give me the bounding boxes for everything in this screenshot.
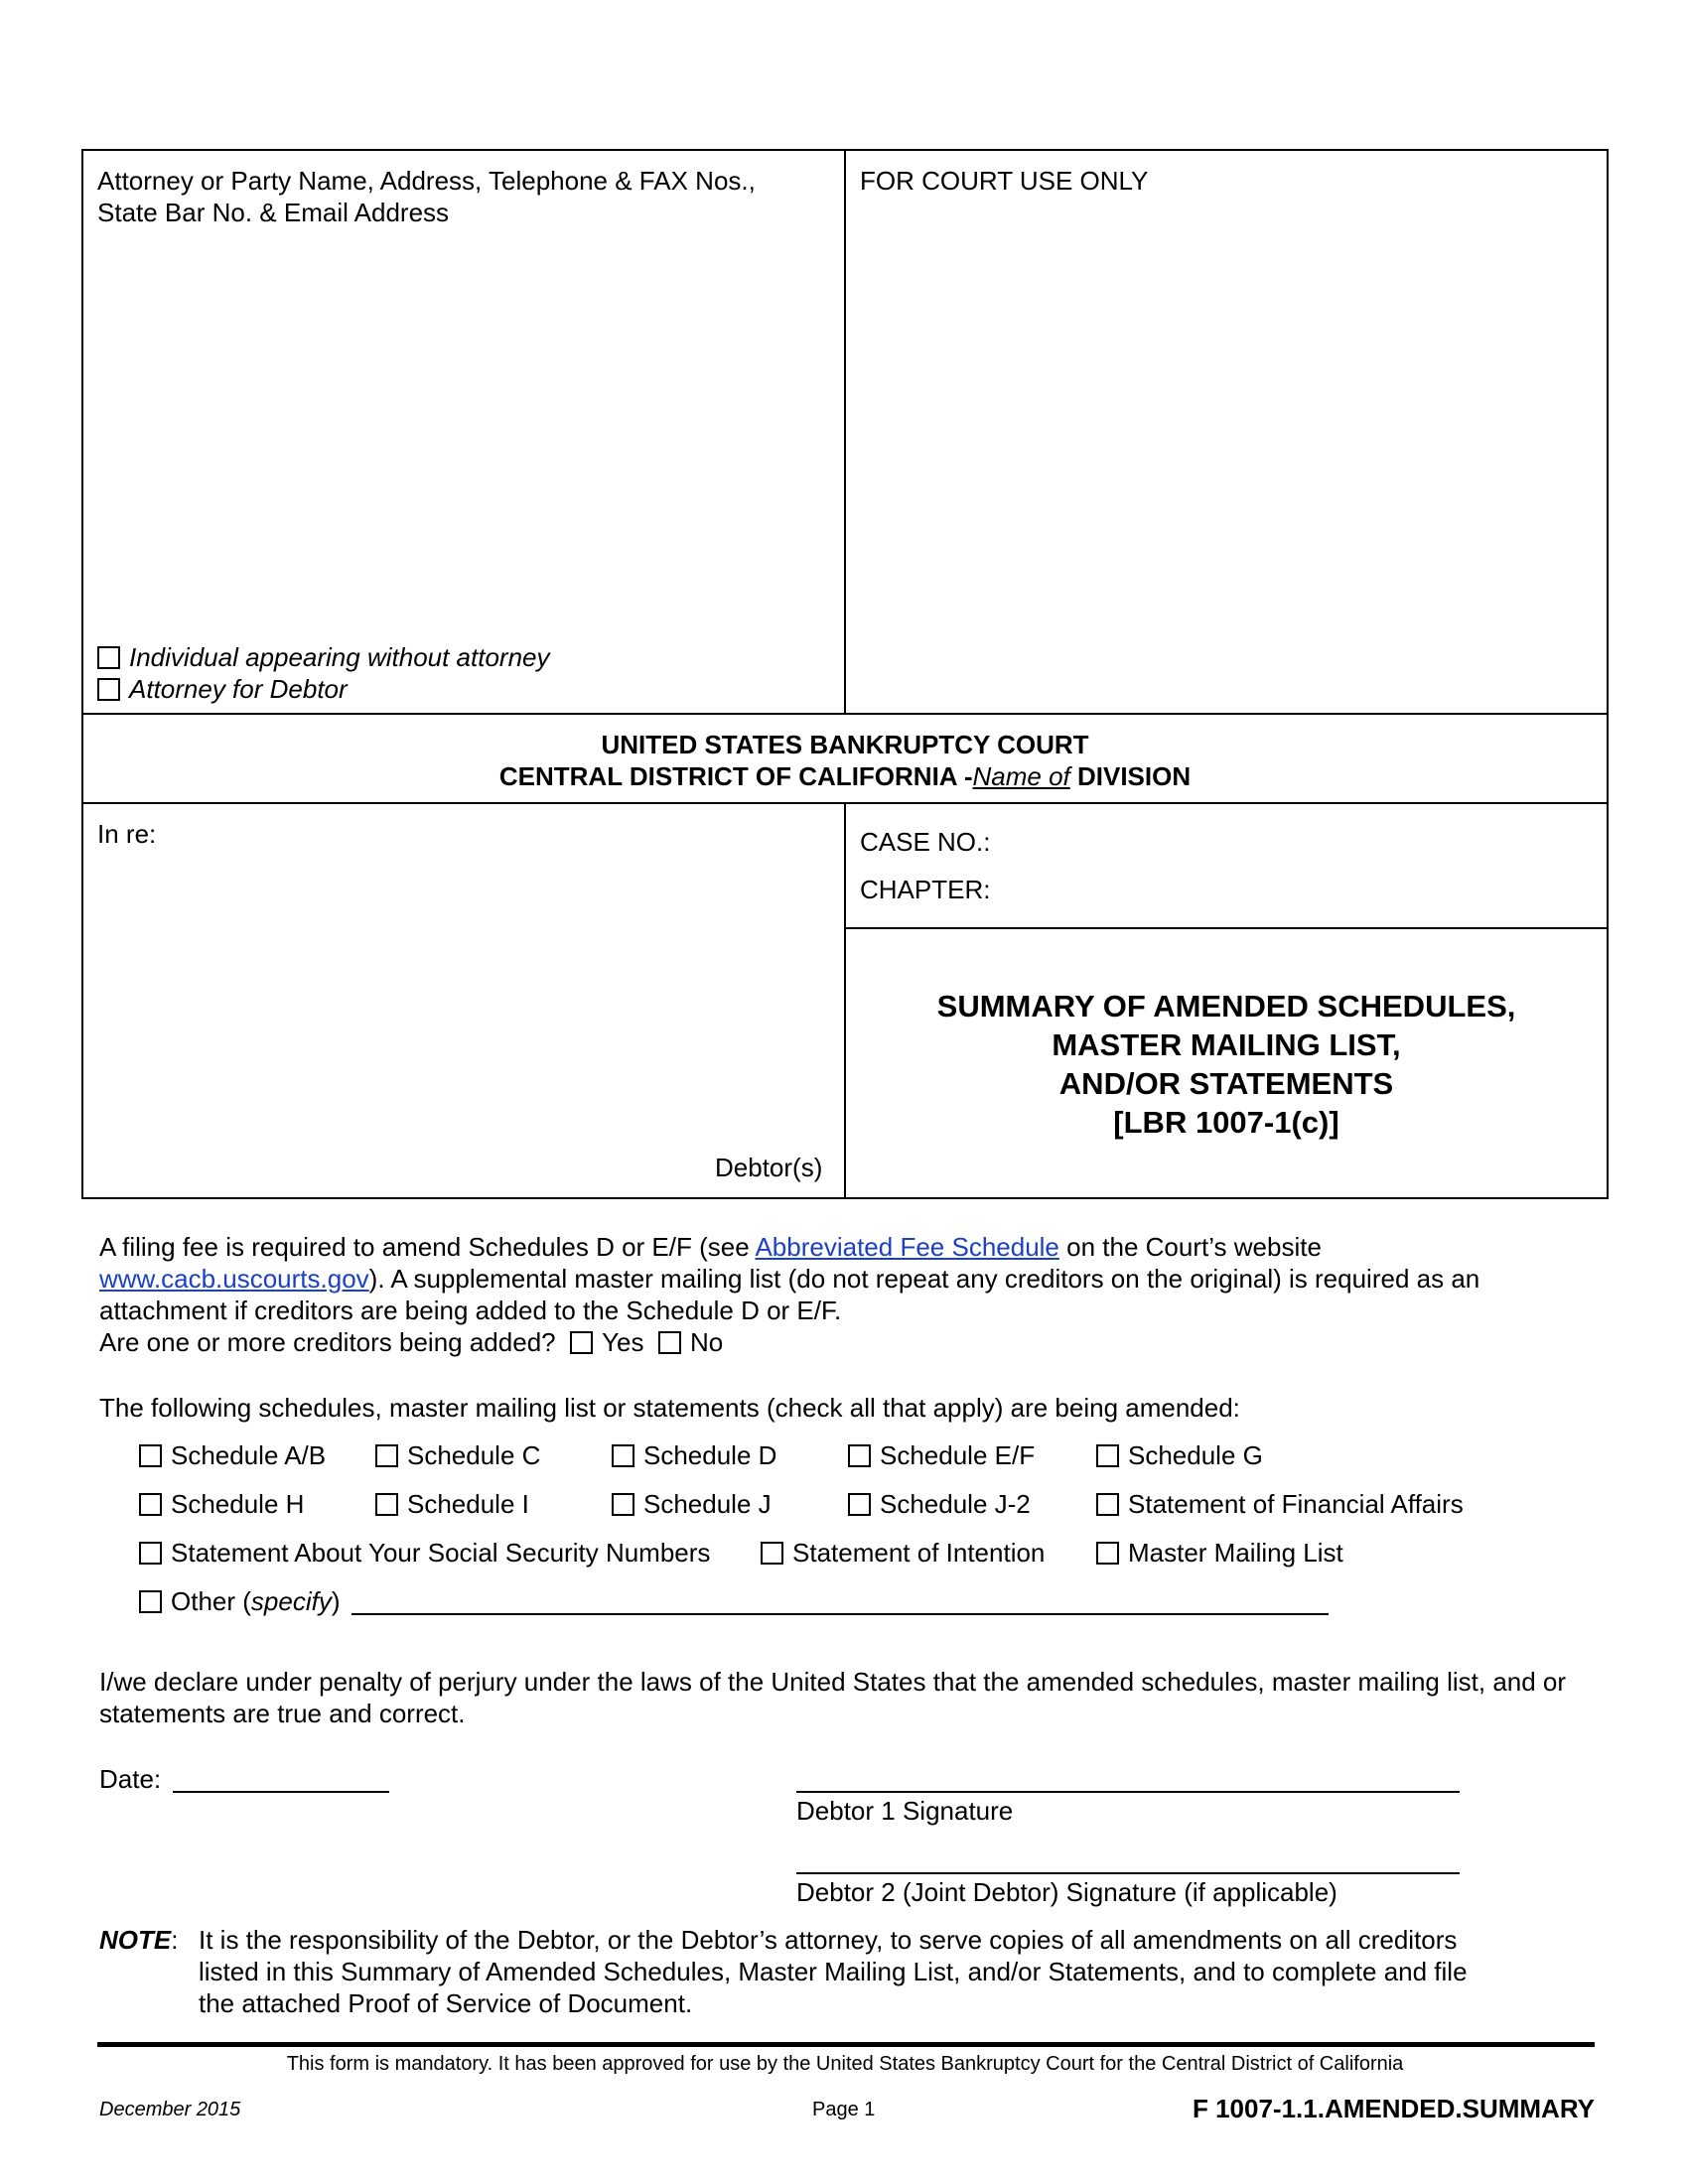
creditors-yes-checkbox[interactable] bbox=[570, 1331, 593, 1354]
footer-form-id: F 1007-1.1.AMENDED.SUMMARY bbox=[1192, 2094, 1595, 2123]
schedule-h-item[interactable]: Schedule H bbox=[139, 1488, 304, 1520]
declaration: I/we declare under penalty of perjury under the laws of the United States that the amended schedules, master mailing list, and or statements are true and correct. bbox=[99, 1667, 1567, 1728]
date-line[interactable] bbox=[173, 1791, 389, 1793]
schedule-j2-checkbox[interactable] bbox=[848, 1493, 871, 1516]
footer-page: Page 1 bbox=[812, 2099, 876, 2120]
individual-checkbox[interactable] bbox=[97, 646, 120, 669]
other-specify-line[interactable] bbox=[352, 1613, 1329, 1615]
debtor2-signature-label: Debtor 2 (Joint Debtor) Signature (if applicable) bbox=[796, 1877, 1337, 1907]
ssn-statement-item[interactable]: Statement About Your Social Security Numbers bbox=[139, 1537, 710, 1569]
schedule-j-checkbox[interactable] bbox=[612, 1493, 634, 1516]
schedule-g-item[interactable]: Schedule G bbox=[1096, 1439, 1263, 1471]
schedule-d-checkbox[interactable] bbox=[612, 1444, 634, 1467]
in-re-box bbox=[81, 802, 846, 1199]
note-label: NOTE: bbox=[99, 1925, 179, 1955]
attorney-checkbox-row[interactable] bbox=[97, 673, 348, 705]
master-mailing-item[interactable]: Master Mailing List bbox=[1096, 1537, 1343, 1569]
schedule-j-item[interactable]: Schedule J bbox=[612, 1488, 772, 1520]
schedule-c-checkbox[interactable] bbox=[375, 1444, 398, 1467]
attorney-checkbox-label: Attorney for Debtor bbox=[129, 674, 348, 704]
schedule-i-checkbox[interactable] bbox=[375, 1493, 398, 1516]
court-use-label: FOR COURT USE ONLY bbox=[860, 166, 1149, 196]
court-line2: CENTRAL DISTRICT OF CALIFORNIA -Name of DIVISION bbox=[498, 761, 1192, 791]
court-use-box bbox=[844, 149, 1609, 715]
debtor2-signature-line[interactable] bbox=[796, 1872, 1460, 1874]
intention-statement-checkbox[interactable] bbox=[761, 1542, 783, 1565]
form-title: SUMMARY OF AMENDED SCHEDULES, MASTER MAILING LIST, AND/OR STATEMENTS [LBR 1007-1(c)] bbox=[936, 989, 1516, 1140]
footer-mandatory: This form is mandatory. It has been approved for use by the United States Bankruptcy Court for the Central District of California bbox=[286, 2053, 1404, 2075]
attorney-label: Attorney or Party Name, Address, Telephone & FAX Nos., State Bar No. & Email Address bbox=[97, 166, 756, 227]
court-name bbox=[81, 729, 1609, 792]
schedule-j2-item[interactable]: Schedule J-2 bbox=[848, 1488, 1031, 1520]
date-label: Date: bbox=[99, 1764, 162, 1794]
schedule-ab-item[interactable]: Schedule A/B bbox=[139, 1439, 326, 1471]
master-mailing-checkbox[interactable] bbox=[1096, 1542, 1119, 1565]
schedule-ab-checkbox[interactable] bbox=[139, 1444, 162, 1467]
sofa-checkbox[interactable] bbox=[1096, 1493, 1119, 1516]
case-number-box bbox=[844, 802, 1609, 929]
schedule-ef-item[interactable]: Schedule E/F bbox=[848, 1439, 1035, 1471]
chapter-label: CHAPTER: bbox=[860, 875, 991, 904]
intention-statement-item[interactable]: Statement of Intention bbox=[761, 1537, 1045, 1569]
individual-checkbox-row[interactable] bbox=[97, 641, 550, 673]
schedule-ef-checkbox[interactable] bbox=[848, 1444, 871, 1467]
fee-schedule-link[interactable]: Abbreviated Fee Schedule bbox=[755, 1232, 1059, 1262]
amended-intro: The following schedules, master mailing list or statements (check all that apply) are being amended: bbox=[99, 1393, 1240, 1423]
case-no-label: CASE NO.: bbox=[860, 827, 991, 857]
court-line1: UNITED STATES BANKRUPTCY COURT bbox=[601, 730, 1089, 759]
attorney-debtor-checkbox[interactable] bbox=[97, 678, 120, 701]
individual-checkbox-label: Individual appearing without attorney bbox=[129, 642, 550, 672]
other-checkbox[interactable] bbox=[139, 1590, 162, 1613]
schedule-i-item[interactable]: Schedule I bbox=[375, 1488, 529, 1520]
schedule-d-item[interactable]: Schedule D bbox=[612, 1439, 776, 1471]
creditors-question: Are one or more creditors being added? Yes No bbox=[99, 1327, 724, 1357]
sofa-item[interactable]: Statement of Financial Affairs bbox=[1096, 1488, 1464, 1520]
fee-paragraph: A filing fee is required to amend Schedules D or E/F (see Abbreviated Fee Schedule on the Court’s website www.cacb.uscourts.gov). A supplemental master mailing list (do not repeat any creditors on the original) is required as an attachment if creditors are being added to the Schedule D or E/F. Are one or more creditors being added? Yes No bbox=[99, 1232, 1480, 1357]
schedule-g-checkbox[interactable] bbox=[1096, 1444, 1119, 1467]
ssn-statement-checkbox[interactable] bbox=[139, 1542, 162, 1565]
court-website-link[interactable]: www.cacb.uscourts.gov bbox=[99, 1264, 369, 1294]
schedule-c-item[interactable]: Schedule C bbox=[375, 1439, 540, 1471]
in-re-label: In re: bbox=[97, 819, 157, 849]
attorney-info-box bbox=[81, 149, 846, 715]
other-item[interactable]: Other (specify) bbox=[139, 1585, 341, 1617]
schedule-h-checkbox[interactable] bbox=[139, 1493, 162, 1516]
footer-rule bbox=[97, 2042, 1595, 2047]
debtor1-signature-line[interactable] bbox=[796, 1791, 1460, 1793]
creditors-no-checkbox[interactable] bbox=[658, 1331, 681, 1354]
footer-date: December 2015 bbox=[99, 2099, 241, 2120]
debtors-label: Debtor(s) bbox=[715, 1153, 823, 1182]
debtor1-signature-label: Debtor 1 Signature bbox=[796, 1796, 1014, 1826]
note-text: It is the responsibility of the Debtor, or the Debtor’s attorney, to serve copies of all amendments on all creditors listed in this Summary of Amended Schedules, Master Mailing List, and/or Statements, and to complete and file the attached Proof of Service of Document. bbox=[199, 1925, 1468, 2018]
